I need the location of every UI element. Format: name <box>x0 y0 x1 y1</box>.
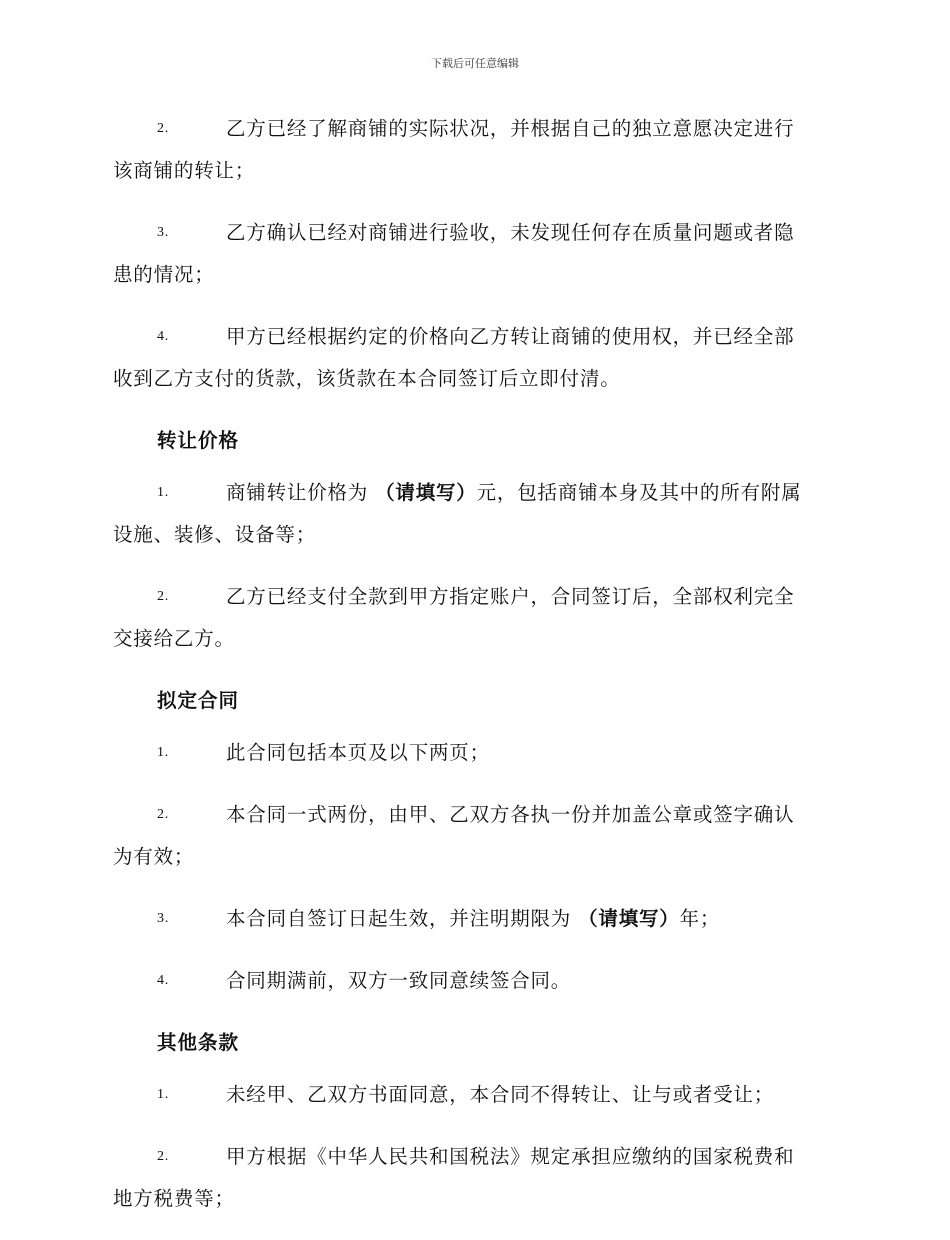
document-body <box>113 108 833 1240</box>
clause-number: 2. <box>157 121 170 136</box>
clause-text: 乙方已经了解商铺的实际状况，并根据自己的独立意愿决定进行 <box>226 117 795 140</box>
clause-text: 元，包括商铺本身及其中的所有附属 <box>476 481 802 504</box>
fill-in-placeholder: （请填写） <box>578 907 680 930</box>
clause-number: 1. <box>157 745 170 760</box>
section-heading-other-terms: 其他条款 <box>157 1031 240 1054</box>
clause-text-continued: 地方税费等； <box>113 1187 235 1210</box>
clause-text: 甲方已经根据约定的价格向乙方转让商铺的使用权，并已经全部 <box>226 325 795 348</box>
clause-text-continued: 患的情况； <box>113 263 215 286</box>
contract-clause-3 <box>113 898 833 940</box>
page-header: 下载后可任意编辑 <box>431 57 519 70</box>
clause-text: 未经甲、乙双方书面同意，本合同不得转让、让与或者受让； <box>226 1083 775 1106</box>
clause-number: 2. <box>157 1149 170 1164</box>
price-clause-2 <box>113 576 833 660</box>
clause-text: 甲方根据《中华人民共和国税法》规定承担应缴纳的国家税费和 <box>226 1145 795 1168</box>
clause-text-continued: 收到乙方支付的货款，该货款在本合同签订后立即付清。 <box>113 367 621 390</box>
clause-text: 本合同一式两份，由甲、乙双方各执一份并加盖公章或签字确认 <box>226 803 795 826</box>
clause-3 <box>113 212 833 296</box>
price-clause-1 <box>113 472 833 556</box>
clause-text: 乙方已经支付全款到甲方指定账户，合同签订后，全部权利完全 <box>226 585 795 608</box>
clause-number: 1. <box>157 1087 170 1102</box>
clause-text: 合同期满前，双方一致同意续签合同。 <box>226 969 572 992</box>
clause-number: 2. <box>157 589 170 604</box>
section-heading-draft-contract: 拟定合同 <box>157 689 240 712</box>
contract-clause-2 <box>113 794 833 878</box>
clause-4 <box>113 316 833 400</box>
other-clause-1 <box>113 1074 833 1116</box>
clause-text-continued: 交接给乙方。 <box>113 627 235 650</box>
clause-text-continued: 设施、装修、设备等； <box>113 523 317 546</box>
clause-number: 3. <box>157 911 170 926</box>
clause-number: 4. <box>157 973 170 988</box>
clause-text: 此合同包括本页及以下两页； <box>226 741 490 764</box>
clause-number: 4. <box>157 329 170 344</box>
contract-clause-4 <box>113 960 833 1002</box>
clause-text-continued: 为有效； <box>113 845 195 868</box>
other-clause-2 <box>113 1136 833 1220</box>
clause-text: 商铺转让价格为 <box>226 481 376 504</box>
contract-clause-1 <box>113 732 833 774</box>
clause-text-continued: 该商铺的转让； <box>113 159 256 182</box>
clause-text: 本合同自签订日起生效，并注明期限为 <box>226 907 579 930</box>
clause-number: 1. <box>157 485 170 500</box>
fill-in-placeholder: （请填写） <box>375 481 477 504</box>
clause-text: 乙方确认已经对商铺进行验收，未发现任何存在质量问题或者隐 <box>226 221 795 244</box>
clause-number: 3. <box>157 225 170 240</box>
clause-number: 2. <box>157 807 170 822</box>
clause-text: 年； <box>679 907 721 930</box>
clause-2 <box>113 108 833 192</box>
section-heading-transfer-price: 转让价格 <box>157 429 240 452</box>
